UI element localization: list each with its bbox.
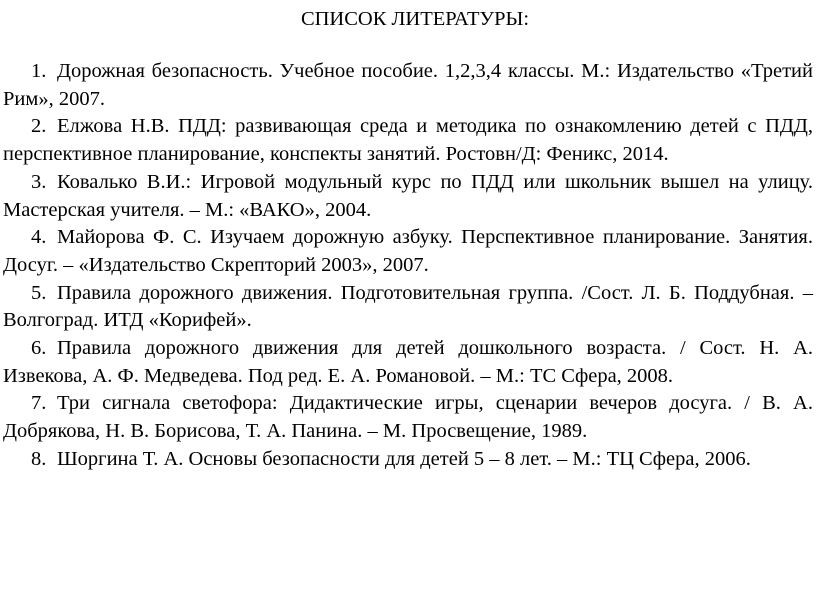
reference-text: Правила дорожного движения. Подготовительная группа. /Сост. Л. Б. Поддубная. – Волгоград. ИТД «Корифей».	[3, 281, 813, 332]
reference-item	[3, 113, 813, 168]
reference-item	[3, 280, 813, 335]
reference-item	[3, 58, 813, 113]
reference-number: 2.	[31, 115, 47, 138]
reference-item	[3, 335, 813, 390]
reference-text: Правила дорожного движения для детей дошкольного возраста. / Сост. Н. А. Извекова, А. Ф. Медведева. Под ред. Е. А. Романовой. – М.: ТС Сфера, 2008.	[3, 337, 813, 387]
reference-number: 7.	[31, 392, 47, 415]
reference-text: Три сигнала светофора: Дидактические игры, сценарии вечеров досуга. / В. А. Добрякова, Н. В. Борисова, Т. А. Панина. – М. Просвещение, 1989.	[3, 392, 813, 443]
reference-item	[3, 224, 813, 279]
reference-text: Шоргина Т. А. Основы безопасности для детей 5 – 8 лет. – М.: ТЦ Сфера, 2006.	[57, 447, 751, 470]
reference-item	[3, 446, 813, 474]
reference-number: 4.	[31, 226, 47, 249]
reference-list	[3, 58, 813, 474]
reference-text: Ковалько В.И.: Игровой модульный курс по ПДД или школьник вышел на улицу. Мастерская учителя. – М.: «ВАКО», 2004.	[3, 170, 813, 221]
page-title: СПИСОК ЛИТЕРАТУРЫ:	[300, 8, 530, 30]
reference-number: 3.	[31, 170, 47, 193]
reference-text: Майорова Ф. С. Изучаем дорожную азбуку. Перспективное планирование. Занятия. Досуг. – «Издательство Скрепторий 2003», 2007.	[3, 226, 813, 276]
reference-number: 5.	[31, 281, 47, 304]
reference-text: Дорожная безопасность. Учебное пособие. 1,2,3,4 классы. М.: Издательство «Третий Рим», 2007.	[3, 60, 813, 110]
reference-item	[3, 169, 813, 224]
reference-text: Елжова Н.В. ПДД: развивающая среда и методика по ознакомлению детей с ПДД, перспективное планирование, конспекты занятий. Ростовн/Д: Феникс, 2014.	[3, 115, 813, 166]
reference-item	[3, 390, 813, 445]
reference-number: 8.	[31, 447, 47, 470]
reference-number: 1.	[31, 60, 47, 82]
reference-number: 6.	[31, 337, 47, 360]
